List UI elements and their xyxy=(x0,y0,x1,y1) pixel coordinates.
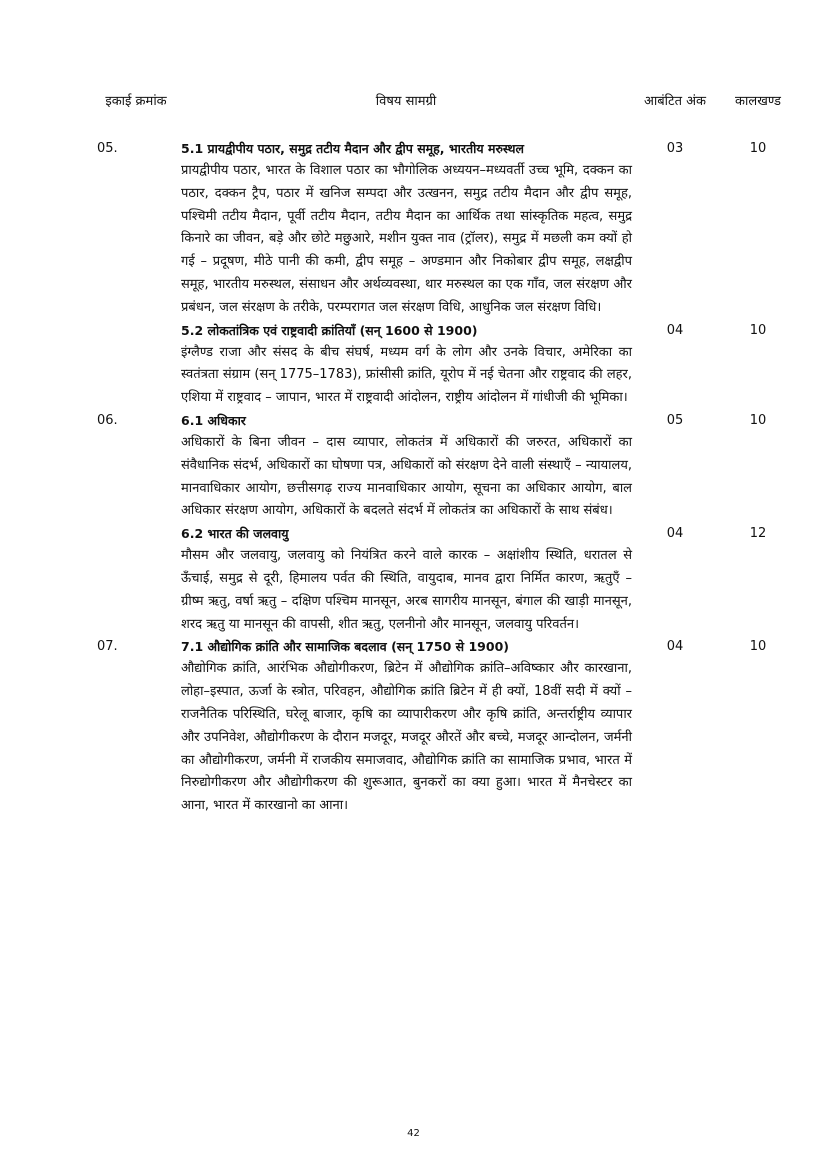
header-marks: आबंटित अंक xyxy=(643,94,707,109)
period-count: 10 xyxy=(749,412,767,428)
syllabus-table xyxy=(0,138,827,818)
table-row xyxy=(0,320,827,410)
header-content: विषय सामग्री xyxy=(375,94,437,109)
section-content xyxy=(181,523,632,636)
section-title: 5.1 प्रायद्वीपीय पठार, समुद्र तटीय मैदान और द्वीप समूह, भारतीय मरुस्थल xyxy=(181,141,525,156)
header-unit-no: इकाई क्रमांक xyxy=(105,94,167,109)
table-row xyxy=(0,523,827,636)
allotted-marks: 04 xyxy=(666,639,684,655)
section-title: 6.2 भारत की जलवायु xyxy=(181,526,289,542)
allotted-marks: 05 xyxy=(666,412,684,428)
header-period: कालखण्ड xyxy=(735,94,781,109)
table-row xyxy=(0,636,827,818)
section-text: अधिकारों के बिना जीवन – दास व्यापार, लोकतंत्र में अधिकारों की जरुरत, अधिकारों का संवैधानिक संदर्भ, अधिकारों का घोषणा पत्र, अधिकारों को संरक्षण देने वाली संस्थाएँ – न्यायालय, मानवाधिकार आयोग, छत्तीसगढ़ राज्य मानवाधिकार आयोग, सूचना का अधिकार आयोग, बाल अधिकार संरक्षण आयोग, अधिकारों के बदलते संदर्भ में लोकतंत्र का अधिकारों के साथ संबंध। xyxy=(181,434,632,519)
section-content xyxy=(181,320,632,410)
allotted-marks: 04 xyxy=(666,526,684,542)
unit-number: 05. xyxy=(97,141,118,156)
table-row xyxy=(0,138,827,320)
section-content xyxy=(181,636,632,818)
section-title: 7.1 औद्योगिक क्रांति और सामाजिक बदलाव (सन् 1750 से 1900) xyxy=(181,639,509,655)
section-title: 6.1 अधिकार xyxy=(181,412,246,428)
section-title: 5.2 लोकतांत्रिक एवं राष्ट्रवादी क्रांतियाँ (सन् 1600 से 1900) xyxy=(181,322,478,338)
section-content xyxy=(181,410,632,523)
period-count: 10 xyxy=(749,141,767,156)
section-content xyxy=(181,138,632,320)
allotted-marks: 04 xyxy=(666,322,684,338)
unit-number: 06. xyxy=(97,412,118,428)
allotted-marks: 03 xyxy=(666,141,684,156)
unit-number: 07. xyxy=(97,639,118,655)
page-number: 42 xyxy=(407,1128,420,1139)
period-count: 10 xyxy=(749,322,767,338)
section-text: इंग्लैण्ड राजा और संसद के बीच संघर्ष, मध्यम वर्ग के लोग और उनके विचार, अमेरिका का स्वतंत्रता संग्राम (सन् 1775–1783), फ्रांसीसी क्रांति, यूरोप में नई चेतना और राष्ट्रवाद की लहर, एशिया में राष्ट्रवाद – जापान, भारत में राष्ट्रवादी आंदोलन, राष्ट्रीय आंदोलन में गांधीजी की भूमिका। xyxy=(181,344,632,406)
table-row xyxy=(0,410,827,523)
period-count: 12 xyxy=(749,526,767,542)
section-text: औद्योगिक क्रांति, आरंभिक औद्योगीकरण, ब्रिटेन में औद्योगिक क्रांति–अविष्कार और कारखाना, लोहा–इस्पात, ऊर्जा के स्त्रोत, परिवहन, औद्योगिक क्रांति ब्रिटेन में ही क्यों, 18वीं सदी में क्यों –राजनैतिक परिस्थिति, घरेलू बाजार, कृषि का व्यापारीकरण और कृषि क्रांति, अन्तर्राष्ट्रीय व्यापार और उपनिवेश, औद्योगीकरण के दौरान मजदूर, मजदूर औरतें और बच्चे, मजदूर आन्दोलन, जर्मनी का औद्योगीकरण, जर्मनी में राजकीय समाजवाद, औद्योगिक क्रांति का सामाजिक प्रभाव, भारत में निरुद्योगीकरण और औद्योगीकरण की शुरूआत, बुनकरों का क्या हुआ। भारत में मैनचेस्टर का आना, भारत में कारखानो का आना। xyxy=(181,661,632,814)
section-text: प्रायद्वीपीय पठार, भारत के विशाल पठार का भौगोलिक अध्ययन–मध्यवर्ती उच्च भूमि, दक्कन का पठार, दक्कन ट्रैप, पठार में खनिज सम्पदा और उत्खनन, समुद्र तटीय मैदान और द्वीप समूह, पश्चिमी तटीय मैदान, पूर्वी तटीय मैदान, तटीय मैदान का आर्थिक तथा सांस्कृतिक महत्व, समुद्र किनारे का जीवन, बड़े और छोटे मछुआरे, मशीन युक्त नाव (ट्रॉलर), समुद्र में मछली कम क्यों हो गई – प्रदूषण, मीठे पानी की कमी, द्वीप समूह – अण्डमान और निकोबार द्वीप समूह, लक्षद्वीप समूह, भारतीय मरुस्थल, संसाधन और अर्थव्यवस्था, थार मरुस्थल का एक गाँव, जल संरक्षण और प्रबंधन, जल संरक्षण के तरीके, परम्परागत जल संरक्षण विधि, आधुनिक जल संरक्षण विधि। xyxy=(181,163,632,315)
period-count: 10 xyxy=(749,639,767,655)
section-text: मौसम और जलवायु, जलवायु को नियंत्रित करने वाले कारक – अक्षांशीय स्थिति, धरातल से ऊँचाई, समुद्र से दूरी, हिमालय पर्वत की स्थिति, वायुदाब, मानव द्वारा निर्मित कारण, ऋतुएँ – ग्रीष्म ऋतु, वर्षा ऋतु – दक्षिण पश्चिम मानसून, अरब सागरीय मानसून, बंगाल की खाड़ी मानसून, शरद ऋतु या मानसून की वापसी, शीत ऋतु, एलनीनो और मानसून, जलवायु परिवर्तन। xyxy=(181,548,632,632)
table-header xyxy=(0,92,827,132)
